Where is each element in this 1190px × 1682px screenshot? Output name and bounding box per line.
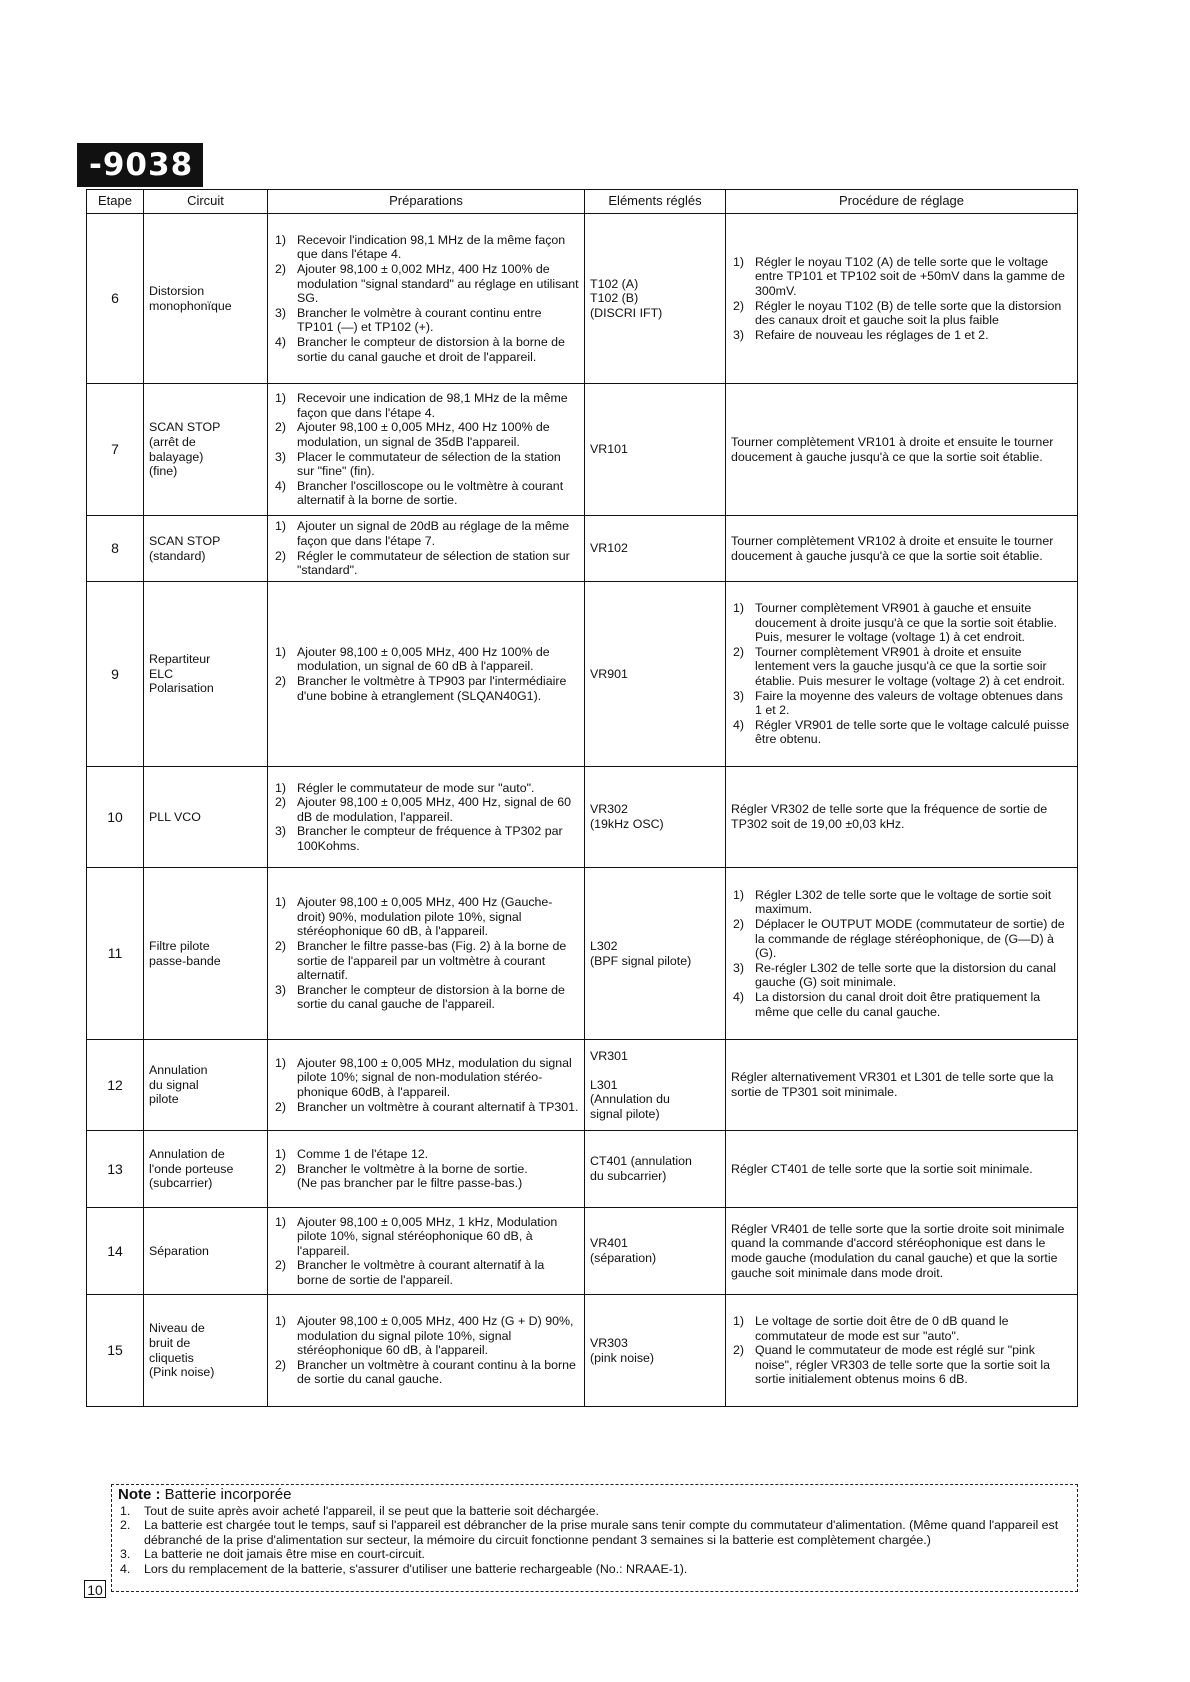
- note-item: [118, 1562, 1071, 1577]
- preparations-list-item: [273, 1258, 579, 1287]
- preparations-list-item: [273, 824, 579, 853]
- step-number: 1): [275, 391, 287, 406]
- procedure-list-item: [731, 299, 1072, 328]
- etape-cell: 10: [87, 767, 144, 868]
- step-text: Le voltage de sortie doit être de 0 dB quand le commutateur de mode est sur "auto".: [755, 1314, 1009, 1343]
- preparations-list: [273, 781, 579, 854]
- procedure-text: Tourner complètement VR101 à droite et ensuite le tourner doucement à gauche jusqu'à ce que la sortie soit établie.: [731, 434, 1054, 464]
- step-number: 1): [275, 519, 287, 534]
- step-number: 4): [733, 717, 745, 732]
- note-item: [118, 1504, 1071, 1519]
- step-number: 2): [275, 1099, 287, 1114]
- preparations-cell: [268, 868, 585, 1040]
- procedure-cell: [726, 516, 1078, 582]
- note-heading: [118, 1488, 1071, 1503]
- table-row: [87, 1208, 1078, 1295]
- note-item-text: La batterie ne doit jamais être mise en court-circuit.: [144, 1547, 425, 1562]
- step-number: 1): [275, 1055, 287, 1070]
- preparations-list-item: [273, 1162, 579, 1191]
- etape-cell: 12: [87, 1040, 144, 1131]
- etape-cell: 13: [87, 1131, 144, 1208]
- step-text: Brancher le filtre passe-bas (Fig. 2) à la borne de sortie de l'appareil par un voltmètre à courant alternatif.: [297, 938, 567, 983]
- step-text: Brancher le compteur de fréquence à TP302 par 100Kohms.: [297, 824, 563, 853]
- procedure-list-item: [731, 255, 1072, 299]
- model-number-badge: -9038: [77, 143, 203, 187]
- note-item-text: La batterie est chargée tout le temps, sauf si l'appareil est débrancher de la prise murale sans tenir compte du commutateur d'alimentation. (Même quand l'appareil est débranché de la prise d'alimentation sur secteur, la mémoire du circuit fonctionne pendant 3 semaines si la batterie est complètement chargée.): [144, 1518, 1059, 1547]
- circuit-cell: SCAN STOP (arrêt de balayage) (fine): [144, 384, 268, 516]
- step-number: 3): [733, 960, 745, 975]
- etape-cell: 14: [87, 1208, 144, 1295]
- note-item-text: Lors du remplacement de la batterie, s'assurer d'utiliser une batterie rechargeable (No.: NRAAE-1).: [144, 1561, 688, 1576]
- table-row: [87, 516, 1078, 582]
- circuit-cell: Distorsion monophonïque: [144, 214, 268, 384]
- step-text: Brancher l'oscilloscope ou le voltmètre à courant alternatif à la borne de sortie.: [297, 478, 564, 508]
- step-text: Ajouter 98,100 ± 0,005 MHz, 400 Hz 100% de modulation, un signal de 35dB l'appareil.: [297, 420, 550, 449]
- circuit-cell: Annulation de l'onde porteuse (subcarrier): [144, 1131, 268, 1208]
- preparations-list-item: [273, 450, 579, 479]
- circuit-cell: Filtre pilote passe-bande: [144, 868, 268, 1040]
- preparations-list-item: [273, 1100, 579, 1115]
- step-number: 3): [733, 688, 745, 703]
- etape-cell: 9: [87, 582, 144, 767]
- step-number: 2): [275, 1161, 287, 1176]
- elements-cell: VR303 (pink noise): [585, 1295, 726, 1407]
- procedure-list-item: [731, 689, 1072, 718]
- preparations-list-item: [273, 1358, 579, 1387]
- step-number: 2): [733, 1343, 745, 1358]
- step-number: 2): [733, 298, 745, 313]
- circuit-cell: Niveau de bruit de cliquetis (Pink noise): [144, 1295, 268, 1407]
- procedure-list-item: [731, 645, 1072, 689]
- preparations-list-item: [273, 549, 579, 578]
- preparations-list-item: [273, 781, 579, 796]
- preparations-list-item: [273, 674, 579, 703]
- table-row: [87, 1295, 1078, 1407]
- procedure-list: [731, 601, 1072, 747]
- step-text: Ajouter un signal de 20dB au réglage de la même façon que dans l'étape 7.: [297, 519, 570, 548]
- step-text: Brancher le compteur de distorsion à la borne de sortie du canal gauche et droit de l'appareil.: [297, 334, 565, 364]
- step-number: 1): [275, 1147, 287, 1162]
- preparations-list-item: [273, 420, 579, 449]
- table-row: [87, 384, 1078, 516]
- procedure-list-item: [731, 917, 1072, 961]
- step-text: Régler VR901 de telle sorte que le voltage calculé puisse être obtenu.: [755, 717, 1070, 747]
- preparations-list-item: [273, 983, 579, 1012]
- step-text: Ajouter 98,100 ± 0,005 MHz, 1 kHz, Modulation pilote 10%, signal stéréophonique 60 dB, à l'appareil.: [297, 1214, 558, 1258]
- preparations-cell: [268, 767, 585, 868]
- preparations-list-item: [273, 262, 579, 306]
- circuit-cell: Séparation: [144, 1208, 268, 1295]
- step-number: 1): [275, 1214, 287, 1229]
- preparations-list-item: [273, 1147, 579, 1162]
- preparations-list: [273, 1056, 579, 1114]
- procedure-text: Tourner complètement VR102 à droite et ensuite le tourner doucement à gauche jusqu'à ce que la sortie soit établie.: [731, 533, 1054, 563]
- preparations-list-item: [273, 479, 579, 508]
- step-text: Brancher un voltmètre à courant continu à la borne de sortie du canal gauche.: [297, 1357, 576, 1387]
- step-text: Re-régler L302 de telle sorte que la distorsion du canal gauche (G) soit minimale.: [755, 960, 1056, 990]
- step-text: Recevoir une indication de 98,1 MHz de la même façon que dans l'étape 4.: [297, 391, 568, 420]
- procedure-cell: [726, 214, 1078, 384]
- header-circuit: Circuit: [144, 190, 268, 214]
- step-number: 3): [275, 449, 287, 464]
- table-row: [87, 582, 1078, 767]
- circuit-cell: SCAN STOP (standard): [144, 516, 268, 582]
- procedure-cell: [726, 1208, 1078, 1295]
- table-row: [87, 214, 1078, 384]
- procedure-text: Régler VR302 de telle sorte que la fréquence de sortie de TP302 soit de 19,00 ±0,03 kHz.: [731, 802, 1048, 831]
- procedure-cell: [726, 1131, 1078, 1208]
- page-number: 10: [84, 1580, 106, 1598]
- preparations-list-item: [273, 1215, 579, 1259]
- step-text: Tourner complètement VR901 à gauche et ensuite doucement à droite jusqu'à ce que la sortie soit établie. Puis, mesurer le voltage (voltage 1) à cet endroit.: [755, 601, 1057, 645]
- procedure-cell: [726, 868, 1078, 1040]
- circuit-cell: PLL VCO: [144, 767, 268, 868]
- preparations-list: [273, 645, 579, 703]
- header-preparations: Préparations: [268, 190, 585, 214]
- preparations-list-item: [273, 233, 579, 262]
- step-number: 4): [733, 989, 745, 1004]
- preparations-list-item: [273, 645, 579, 674]
- elements-cell: VR901: [585, 582, 726, 767]
- procedure-cell: [726, 1040, 1078, 1131]
- step-number: 2): [733, 644, 745, 659]
- adjustment-table: [86, 189, 1078, 1407]
- step-number: 1): [733, 601, 745, 616]
- note-item: [118, 1547, 1071, 1562]
- step-number: 1): [733, 254, 745, 269]
- preparations-list: [273, 1147, 579, 1191]
- etape-cell: 6: [87, 214, 144, 384]
- procedure-list: [731, 888, 1072, 1019]
- preparations-cell: [268, 1040, 585, 1131]
- preparations-cell: [268, 384, 585, 516]
- preparations-cell: [268, 214, 585, 384]
- note-list: [118, 1504, 1071, 1577]
- preparations-list-item: [273, 391, 579, 420]
- step-number: 3): [275, 824, 287, 839]
- step-text: Brancher le voltmètre à la borne de sortie. (Ne pas brancher par le filtre passe-bas.): [297, 1161, 528, 1191]
- note-item-number: 1.: [120, 1503, 131, 1518]
- step-text: Brancher un voltmètre à courant alternatif à TP301.: [297, 1099, 579, 1114]
- step-number: 1): [275, 232, 287, 247]
- step-text: Régler le commutateur de mode sur "auto".: [297, 780, 535, 795]
- step-text: Recevoir l'indication 98,1 MHz de la même façon que dans l'étape 4.: [297, 232, 566, 262]
- step-text: Quand le commutateur de mode est réglé sur "pink noise", régler VR303 de telle sorte que la sortie soit la sortie initialement obtenus moins 6 dB.: [755, 1343, 1051, 1387]
- header-procedure: Procédure de réglage: [726, 190, 1078, 214]
- step-number: 3): [275, 305, 287, 320]
- etape-cell: 7: [87, 384, 144, 516]
- battery-note-box: [111, 1484, 1078, 1592]
- preparations-list-item: [273, 335, 579, 364]
- preparations-cell: [268, 1208, 585, 1295]
- step-text: Ajouter 98,100 ± 0,005 MHz, 400 Hz (G + D) 90%, modulation du signal pilote 10%, signal stéréophonique 60 dB, à l'appareil.: [297, 1314, 574, 1358]
- circuit-cell: Annulation du signal pilote: [144, 1040, 268, 1131]
- step-text: Déplacer le OUTPUT MODE (commutateur de sortie) de la commande de réglage stéréophonique, de (G—D) à (G).: [755, 917, 1065, 961]
- step-number: 3): [275, 982, 287, 997]
- step-text: Ajouter 98,100 ± 0,005 MHz, 400 Hz, signal de 60 dB de modulation, l'appareil.: [297, 795, 572, 824]
- header-etape: Etape: [87, 190, 144, 214]
- procedure-cell: [726, 1295, 1078, 1407]
- elements-cell: VR101: [585, 384, 726, 516]
- procedure-cell: [726, 582, 1078, 767]
- preparations-cell: [268, 516, 585, 582]
- note-title: Batterie incorporée: [164, 1486, 292, 1503]
- etape-cell: 15: [87, 1295, 144, 1407]
- step-number: 4): [275, 478, 287, 493]
- procedure-list-item: [731, 888, 1072, 917]
- table-header-row: [87, 190, 1078, 214]
- note-item-number: 4.: [120, 1561, 131, 1576]
- step-text: Brancher le voltmètre à courant alternatif à la borne de sortie de l'appareil.: [297, 1258, 545, 1287]
- step-number: 1): [275, 895, 287, 910]
- preparations-list: [273, 233, 579, 364]
- note-item-number: 3.: [120, 1547, 131, 1562]
- step-text: Ajouter 98,100 ± 0,005 MHz, 400 Hz (Gauche-droit) 90%, modulation pilote 10%, signal stéréophonique 60 dB, à l'appareil.: [297, 895, 553, 939]
- step-number: 2): [275, 1357, 287, 1372]
- step-text: Régler le noyau T102 (A) de telle sorte que le voltage entre TP101 et TP102 soit de +50mV dans la gamme de 300mV.: [755, 254, 1065, 298]
- note-label: Note :: [118, 1486, 161, 1503]
- preparations-list: [273, 1215, 579, 1288]
- preparations-cell: [268, 1131, 585, 1208]
- procedure-list-item: [731, 328, 1072, 343]
- preparations-list-item: [273, 795, 579, 824]
- preparations-list-item: [273, 1056, 579, 1100]
- elements-cell: VR102: [585, 516, 726, 582]
- step-number: 2): [733, 917, 745, 932]
- step-number: 1): [275, 644, 287, 659]
- circuit-cell: Repartiteur ELC Polarisation: [144, 582, 268, 767]
- step-number: 2): [275, 674, 287, 688]
- procedure-cell: [726, 767, 1078, 868]
- procedure-text: Régler VR401 de telle sorte que la sortie droite soit minimale quand la commande d'accord stéréophonique est dans le mode gauche (modulation du canal gauche) et que la sortie gauche soit minimale dans mode droit.: [731, 1221, 1065, 1280]
- preparations-list-item: [273, 306, 579, 335]
- step-number: 1): [733, 1314, 745, 1329]
- step-text: Comme 1 de l'étape 12.: [297, 1147, 429, 1162]
- procedure-list-item: [731, 1314, 1072, 1343]
- etape-cell: 8: [87, 516, 144, 582]
- step-text: Régler le noyau T102 (B) de telle sorte que la distorsion des canaux droit et gauche soit la plus faible: [755, 298, 1062, 328]
- procedure-list-item: [731, 718, 1072, 747]
- preparations-list: [273, 391, 579, 508]
- step-text: Ajouter 98,100 ± 0,002 MHz, 400 Hz 100% de modulation "signal standard" au réglage en utilisant SG.: [297, 262, 579, 306]
- step-number: 2): [275, 548, 287, 563]
- procedure-list-item: [731, 1343, 1072, 1387]
- step-text: Ajouter 98,100 ± 0,005 MHz, modulation du signal pilote 10%; signal de non-modulation stéréo-phonique 60dB, à l'appareil.: [297, 1055, 572, 1099]
- step-text: Faire la moyenne des valeurs de voltage obtenues dans 1 et 2.: [755, 688, 1063, 718]
- step-number: 1): [275, 1314, 287, 1329]
- step-text: Régler L302 de telle sorte que le voltage de sortie soit maximum.: [755, 887, 1052, 917]
- elements-cell: CT401 (annulation du subcarrier): [585, 1131, 726, 1208]
- procedure-list: [731, 1314, 1072, 1387]
- procedure-list-item: [731, 601, 1072, 645]
- note-item-number: 2.: [120, 1518, 131, 1533]
- procedure-list: [731, 255, 1072, 343]
- table-row: [87, 1131, 1078, 1208]
- note-item: [118, 1518, 1071, 1547]
- step-text: Tourner complètement VR901 à droite et ensuite lentement vers la gauche jusqu'à ce que la sortie soir établie. Puis mesurer le voltage (voltage 2) à cet endroit.: [755, 644, 1065, 688]
- step-text: Refaire de nouveau les réglages de 1 et 2.: [755, 327, 989, 342]
- step-number: 2): [275, 1258, 287, 1273]
- procedure-text: Régler CT401 de telle sorte que la sortie soit minimale.: [731, 1161, 1033, 1176]
- step-number: 2): [275, 795, 287, 810]
- table-row: [87, 868, 1078, 1040]
- preparations-list-item: [273, 939, 579, 983]
- step-text: Régler le commutateur de sélection de station sur "standard".: [297, 548, 570, 578]
- preparations-list-item: [273, 1314, 579, 1358]
- preparations-list-item: [273, 895, 579, 939]
- step-text: Brancher le volmètre à courant continu entre TP101 (—) et TP102 (+).: [297, 305, 542, 335]
- etape-cell: 11: [87, 868, 144, 1040]
- step-text: Ajouter 98,100 ± 0,005 MHz, 400 Hz 100% de modulation, un signal de 60 dB à l'appareil.: [297, 644, 550, 674]
- procedure-list-item: [731, 990, 1072, 1019]
- preparations-list: [273, 895, 579, 1012]
- elements-cell: T102 (A) T102 (B) (DISCRI IFT): [585, 214, 726, 384]
- elements-cell: L302 (BPF signal pilote): [585, 868, 726, 1040]
- step-number: 1): [733, 887, 745, 902]
- header-elements: Eléments réglés: [585, 190, 726, 214]
- elements-cell: VR302 (19kHz OSC): [585, 767, 726, 868]
- preparations-cell: [268, 1295, 585, 1407]
- step-number: 3): [733, 327, 745, 342]
- procedure-cell: [726, 384, 1078, 516]
- preparations-list: [273, 519, 579, 577]
- preparations-cell: [268, 582, 585, 767]
- step-text: Placer le commutateur de sélection de la station sur "fine" (fin).: [297, 449, 561, 479]
- note-item-text: Tout de suite après avoir acheté l'appareil, il se peut que la batterie soit déchargée.: [144, 1503, 599, 1518]
- procedure-text: Régler alternativement VR301 et L301 de telle sorte que la sortie de TP301 soit minimale.: [731, 1070, 1054, 1099]
- step-number: 4): [275, 334, 287, 349]
- step-number: 2): [275, 938, 287, 953]
- elements-cell: VR301 L301 (Annulation du signal pilote): [585, 1040, 726, 1131]
- step-text: Brancher le compteur de distorsion à la borne de sortie du canal gauche de l'appareil.: [297, 982, 565, 1012]
- preparations-list-item: [273, 519, 579, 548]
- step-number: 2): [275, 262, 287, 277]
- preparations-list: [273, 1314, 579, 1387]
- procedure-list-item: [731, 961, 1072, 990]
- step-number: 1): [275, 780, 287, 795]
- step-text: Brancher le voltmètre à TP903 par l'intermédiaire d'une bobine à etranglement (SLQAN40G1).: [297, 674, 567, 703]
- step-number: 2): [275, 420, 287, 435]
- step-text: La distorsion du canal droit doit être pratiquement la même que celle du canal gauche.: [755, 989, 1041, 1019]
- elements-cell: VR401 (séparation): [585, 1208, 726, 1295]
- table-row: [87, 1040, 1078, 1131]
- table-row: [87, 767, 1078, 868]
